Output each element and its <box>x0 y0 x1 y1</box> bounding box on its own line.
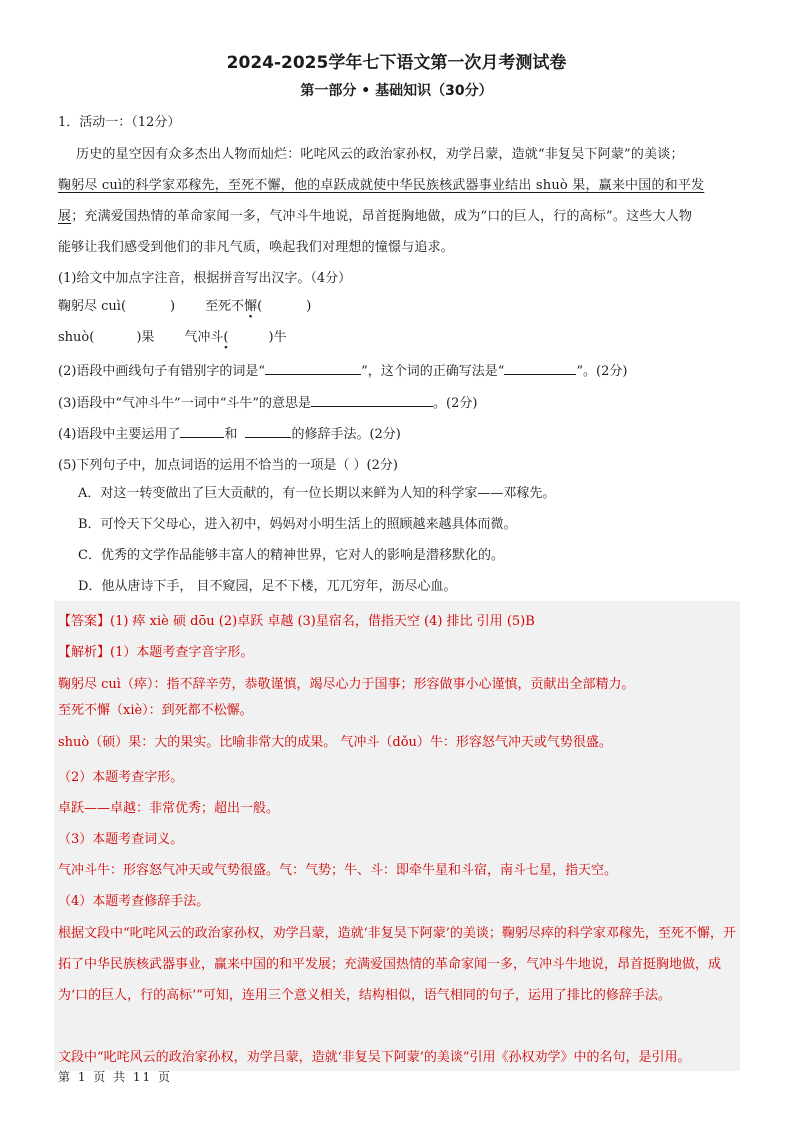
analysis-last-line: 文段中“叱咤风云的政治家孙权，劝学吕蒙，造就‘非复吴下阿蒙’的美谈”引用《孙权劝学》中的名句，是引用。 <box>58 1050 691 1065</box>
sub4-blank-1[interactable] <box>180 425 224 438</box>
answer-line: 【答案】(1) 瘁 xiè 硕 dōu (2)卓跃 卓越 (3)星宿名，借指天空 (4) 排比 引用 (5)B <box>58 614 535 629</box>
sub1-d-dotted: ( · <box>223 330 228 345</box>
analysis-paragraph: 根据文段中“叱咤风云的政治家孙权，劝学吕蒙，造就‘非复吴下阿蒙’的美谈；鞠躬尽瘁的科学家邓稼先，至死不懈，开拓了中华民族核武器事业，赢来中国的和平发展；充满爱国热情的革命家闻一多，气冲斗牛地说，昂首挺胸地做，成为‘口的巨人，行的高标’”可知，连用三个意义相关，结构相似，语气相同的句子，运用了排比的修辞手法。 <box>58 926 736 1003</box>
question-heading: 1．活动一：（12分） <box>58 115 181 130</box>
passage-line-1: 历史的星空因有众多杰出人物而灿烂：叱咤风云的政治家孙权，劝学吕蒙，造就“非复吴下阿蒙”的美谈； <box>76 147 684 162</box>
sub1-d-pre: 气冲斗 <box>184 330 224 345</box>
analysis-line-7: 卓跃——卓越：非常优秀；超出一般。 <box>58 801 280 816</box>
sub1-c-close: )果 <box>136 330 155 345</box>
section-subtitle: 第一部分 • 基础知识（30分） <box>300 83 493 99</box>
sub2 <box>58 360 627 379</box>
analysis-line-5: shuò（硕）果：大的果实。比喻非常大的成果。 气冲斗（dǒu）牛：形容怒气冲天或气势很盛。 <box>58 735 612 750</box>
sub1-b-dotted: 懈 <box>244 299 258 314</box>
passage-line-2: 鞠躬尽 cuì的科学家邓稼先，至死不懈，他的卓跃成就使中华民族核武器事业结出 shuò 果，赢来中国的和平发 <box>58 178 705 193</box>
analysis-line-3: 鞠躬尽 cuì（瘁）：指不辞辛劳，恭敬谨慎，竭尽心力于国事；形容做事小心谨慎，贡献出全部精力。 <box>58 677 635 692</box>
sub1-b-pre: 至死不 <box>205 299 245 314</box>
sub4-text-2: 和 <box>224 427 238 442</box>
option-b: B．可怜天下父母心，进入初中，妈妈对小明生活上的照顾越来越具体而微。 <box>78 517 517 532</box>
sub2-blank-2[interactable] <box>504 362 576 375</box>
analysis-line-10: （4）本题考查修辞手法。 <box>58 894 210 909</box>
sub5-prompt: (5)下列句子中，加点词语的运用不恰当的一项是（ ）(2分) <box>58 458 398 473</box>
sub1-a-close: ) <box>170 299 176 314</box>
sub1-c-label: shuò( <box>58 330 95 345</box>
sub2-text-1: (2)语段中画线句子有错别字的词是“ <box>58 364 266 379</box>
sub1-prompt: (1)给文中加点字注音，根据拼音写出汉字。（4分） <box>58 271 352 286</box>
analysis-line-8: （3）本题考查词义。 <box>58 832 184 847</box>
sub3-blank[interactable] <box>311 394 433 407</box>
passage-line-3 <box>58 205 692 224</box>
sub3-text-2: 。(2分) <box>433 396 478 411</box>
sub1-row-1 <box>58 295 311 314</box>
passage-line-3-underlined: 展 <box>58 209 72 224</box>
sub1-b-post: ( <box>257 299 263 314</box>
page-footer: 第 1 页 共 11 页 <box>58 1070 172 1084</box>
sub1-d-close: )牛 <box>268 330 287 345</box>
sub4-text-3: 的修辞手法。(2分) <box>291 427 401 442</box>
page-title: 2024-2025学年七下语文第一次月考测试卷 <box>226 53 567 73</box>
analysis-line-4: 至死不懈（xiè）：到死都不松懈。 <box>58 703 253 718</box>
sub2-text-2: ”，这个词的正确写法是“ <box>361 364 505 379</box>
sub3-text-1: (3)语段中“气冲斗牛”一词中“斗牛”的意思是 <box>58 396 311 411</box>
sub2-text-3: ”。(2分) <box>576 364 628 379</box>
sub3 <box>58 392 477 411</box>
sub2-blank-1[interactable] <box>265 362 361 375</box>
passage-line-4: 能够让我们感受到他们的非凡气质，唤起我们对理想的憧憬与追求。 <box>58 240 455 255</box>
option-a: A．对这一转变做出了巨大贡献的，有一位长期以来鲜为人知的科学家——邓稼先。 <box>78 486 556 501</box>
sub4-blank-2[interactable] <box>245 425 291 438</box>
passage-line-3-rest: ；充满爱国热情的革命家闻一多，气冲斗牛地说，昂首挺胸地做，成为“口的巨人，行的高标”。这些大人物 <box>71 209 693 224</box>
option-c: C．优秀的文学作品能够丰富人的精神世界，它对人的影响是潜移默化的。 <box>78 548 504 563</box>
option-d: D．他从唐诗下手， 目不窥园，足不下楼，兀兀穷年，沥尽心血。 <box>78 579 457 594</box>
analysis-line-6: （2）本题考查字形。 <box>58 770 184 785</box>
analysis-heading: 【解析】(1）本题考查字音字形。 <box>58 645 254 660</box>
sub1-b-close: ) <box>306 299 312 314</box>
sub4-text-1: (4)语段中主要运用了 <box>58 427 181 442</box>
sub1-row-2 <box>58 326 287 345</box>
analysis-line-9: 气冲斗牛：形容怒气冲天或气势很盛。气：气势；牛、斗：即牵牛星和斗宿，南斗七星，指天空。 <box>58 863 618 878</box>
sub4 <box>58 423 401 442</box>
sub1-a-label: 鞠躬尽 cuì( <box>58 299 127 314</box>
